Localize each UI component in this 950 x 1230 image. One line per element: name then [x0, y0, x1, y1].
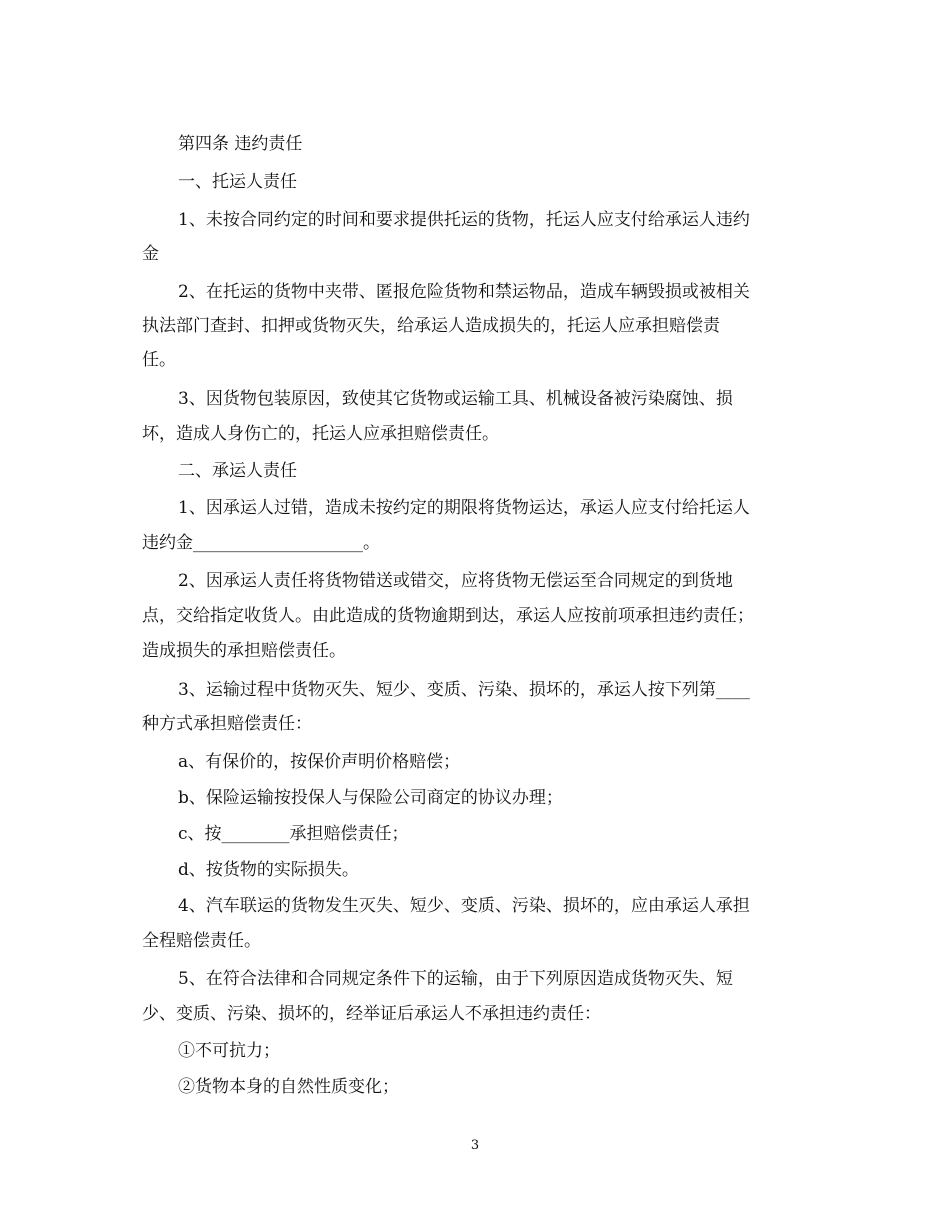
page-number: 3: [470, 1138, 480, 1153]
document-page: 第四条 违约责任 一、托运人责任 1、未按合同约定的时间和要求提供托运的货物，托运人应支付给承运人违约 金 2、在托运的货物中夹带、匿报危险货物和禁运物品，造成车辆毁损或被相关 执法部门查封、扣押或货物灭失，给承运人造成损失的，托运人应承担赔偿责 任。 3、因货物包装原因，致使其它货物或运输工具、机械设备被污染腐蚀、损 坏，造成人身伤亡的，托运人应承担赔偿责任。 二、承运人责任 1、因承运人过错，造成未按约定的期限将货物运达，承运人应支付给托运人 违约金____________________。 2、因承运人责任将货物错送或错交，应将货物无偿运至合同规定的到货地 点，交给指定收货人。由此造成的货物逾期到达，承运人应按前项承担违约责任； 造成损失的承担赔偿责任。 3、运输过程中货物灭失、短少、变质、污染、损坏的，承运人按下列第____ 种方式承担赔偿责任： a、有保价的，按保价声明价格赔偿； b、保险运输按投保人与保险公司商定的协议办理； c、按________承担赔偿责任； d、按货物的实际损失。 4、汽车联运的货物发生灭失、短少、变质、污染、损坏的，应由承运人承担 全程赔偿责任。 5、在符合法律和合同规定条件下的运输，由于下列原因造成货物灭失、短 少、变质、污染、损坏的，经举证后承运人不承担违约责任： ①不可抗力； ②货物本身的自然性质变化； 3: [0, 0, 950, 1230]
